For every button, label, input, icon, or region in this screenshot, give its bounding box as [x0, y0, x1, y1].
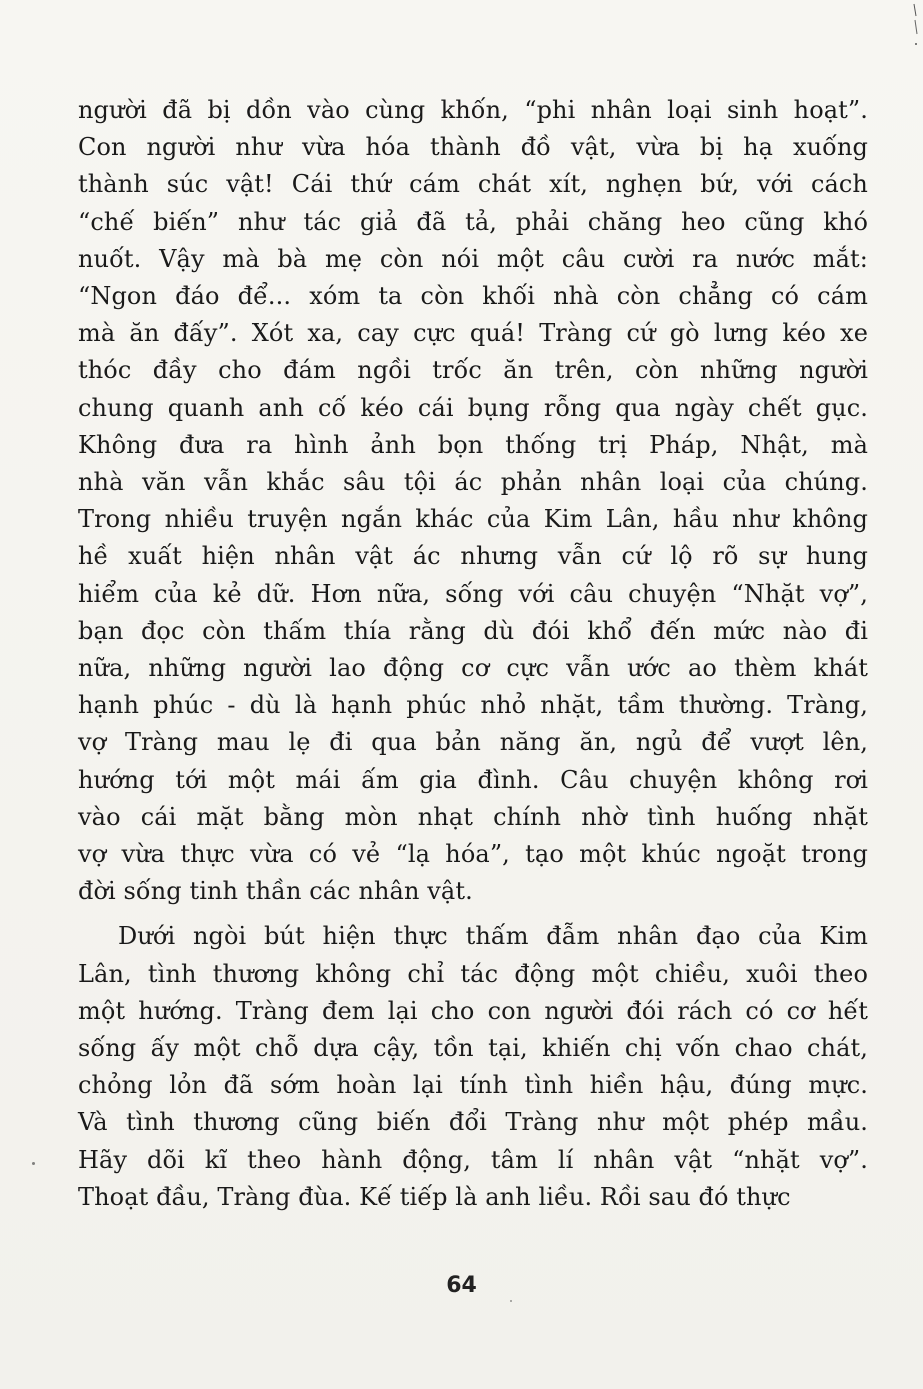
paragraph-2 — [78, 918, 868, 1216]
text-line: người đã bị dồn vào cùng khốn, “phi nhân loại sinh hoạt”. — [78, 96, 868, 124]
text-line: thóc đầy cho đám ngồi trốc ăn trên, còn những người — [78, 356, 868, 385]
text-line: chung quanh anh cố kéo cái bụng rỗng qua ngày chết gục. — [78, 393, 868, 422]
text-line: nhà văn vẫn khắc sâu tội ác phản nhân loại của chúng. — [78, 468, 868, 497]
text-line: Lân, tình thương không chỉ tác động một chiều, xuôi theo — [78, 959, 868, 988]
text-line: đời sống tinh thần các nhân vật. — [78, 877, 473, 906]
text-line: hiểm của kẻ dữ. Hơn nữa, sống với câu chuyện “Nhặt vợ”, — [78, 579, 868, 608]
text-line: nữa, những người lao động cơ cực vẫn ước ao thèm khát — [78, 654, 868, 683]
text-line: hề xuất hiện nhân vật ác nhưng vẫn cứ lộ rõ sự hung — [78, 542, 868, 571]
text-line: Trong nhiều truyện ngắn khác của Kim Lân, hầu như không — [78, 505, 868, 534]
text-line: Con người như vừa hóa thành đồ vật, vừa bị hạ xuống — [78, 133, 868, 162]
text-line: Hãy dõi kĩ theo hành động, tâm lí nhân vật “nhặt vợ”. — [78, 1145, 868, 1174]
scan-edge-mark-icon — [905, 0, 919, 60]
text-line: chỏng lỏn đã sớm hoàn lại tính tình hiền hậu, đúng mực. — [78, 1071, 868, 1100]
text-line: mà ăn đấy”. Xót xa, cay cực quá! Tràng cứ gò lưng kéo xe — [78, 319, 868, 348]
text-line: thành súc vật! Cái thứ cám chát xít, nghẹn bứ, với cách — [78, 170, 868, 199]
scan-speck-icon — [510, 1300, 512, 1302]
text-line: “chế biến” như tác giả đã tả, phải chăng heo cũng khó — [78, 207, 868, 236]
text-line: hạnh phúc - dù là hạnh phúc nhỏ nhặt, tầm thường. Tràng, — [78, 691, 868, 720]
text-line: bạn đọc còn thấm thía rằng dù đói khổ đến mức nào đi — [78, 616, 868, 645]
page-number: 64 — [446, 1273, 477, 1298]
text-line: Thoạt đầu, Tràng đùa. Kế tiếp là anh liều. Rồi sau đó thực — [78, 1182, 791, 1211]
text-line: Dưới ngòi bút hiện thực thấm đẫm nhân đạo của Kim — [118, 922, 868, 951]
text-line: vào cái mặt bằng mòn nhạt chính nhờ tình huống nhặt — [78, 802, 868, 831]
paragraph-1 — [78, 92, 868, 910]
scan-speck-icon — [32, 1162, 35, 1165]
text-line: vợ vừa thực vừa có vẻ “lạ hóa”, tạo một khúc ngoặt trong — [78, 840, 868, 869]
text-line: một hướng. Tràng đem lại cho con người đói rách có cơ hết — [78, 996, 868, 1025]
body-text — [78, 92, 868, 1216]
text-line: sống ấy một chỗ dựa cậy, tồn tại, khiến chị vốn chao chát, — [78, 1034, 868, 1063]
text-line: Và tình thương cũng biến đổi Tràng như một phép mầu. — [78, 1108, 868, 1137]
text-line: “Ngon đáo để... xóm ta còn khối nhà còn chẳng có cám — [78, 282, 868, 311]
text-line: Không đưa ra hình ảnh bọn thống trị Pháp, Nhật, mà — [78, 430, 868, 459]
text-line: hướng tới một mái ấm gia đình. Câu chuyện không rơi — [78, 765, 868, 794]
text-line: nuốt. Vậy mà bà mẹ còn nói một câu cười ra nước mắt: — [78, 244, 868, 273]
text-line: vợ Tràng mau lẹ đi qua bản năng ăn, ngủ để vượt lên, — [78, 728, 868, 757]
